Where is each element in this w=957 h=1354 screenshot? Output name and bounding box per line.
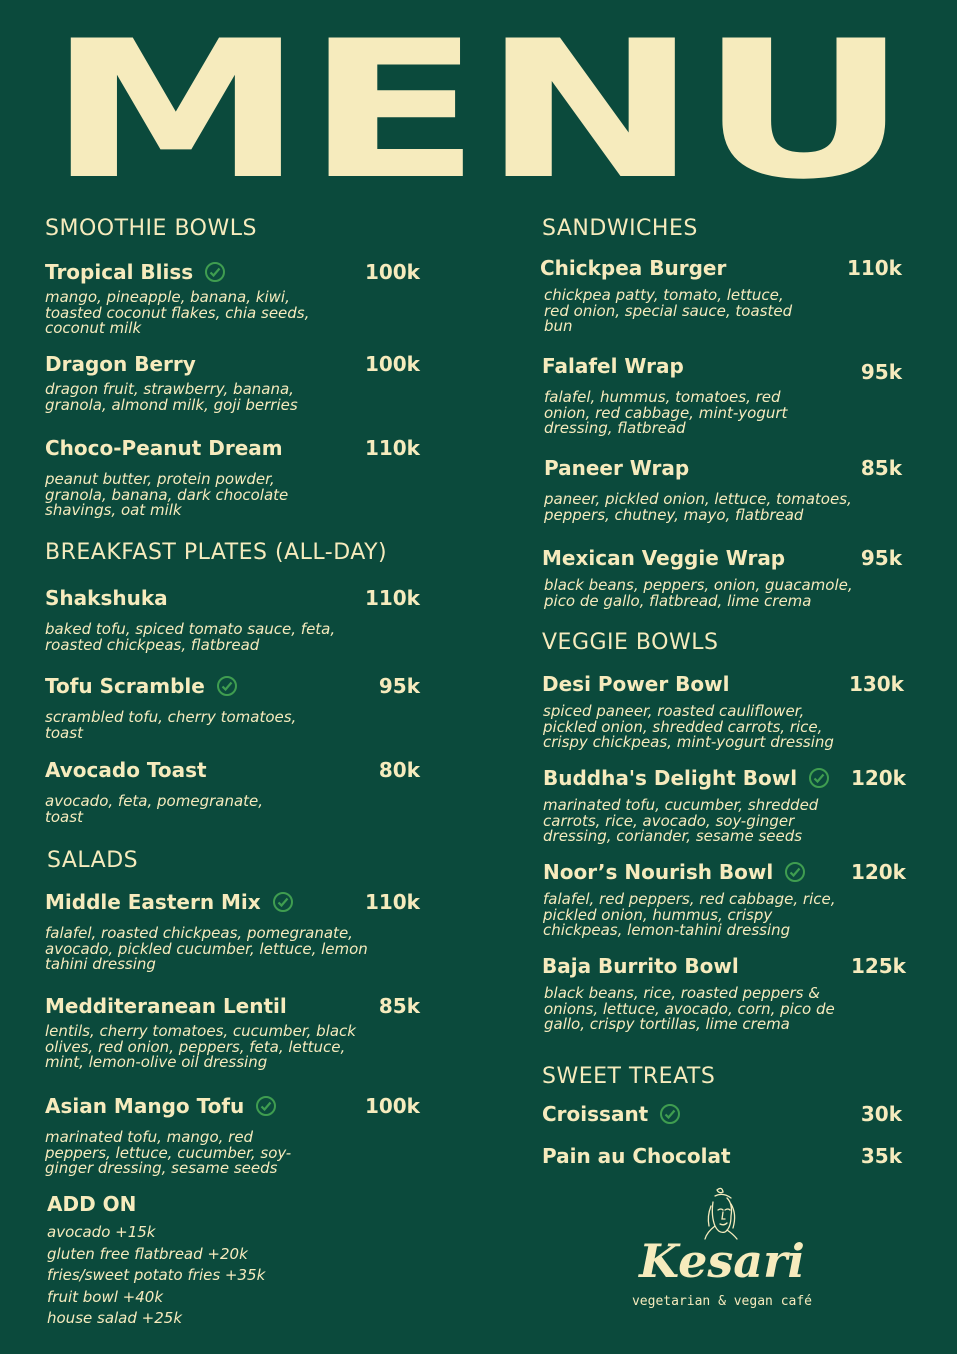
item-description: falafel, roasted chickpeas, pomegranate, avocado, pickled cucumber, lettuce, lemon tahini dressing bbox=[45, 924, 368, 973]
menu-item bbox=[542, 546, 902, 609]
section-title: VEGGIE BOWLS bbox=[542, 630, 719, 655]
menu-title bbox=[44, 36, 912, 186]
item-name: Avocado Toast bbox=[45, 758, 207, 782]
section-sandwiches bbox=[542, 216, 907, 241]
menu-item bbox=[540, 256, 902, 335]
section-add-on bbox=[47, 1192, 427, 1330]
item-description: scrambled tofu, cherry tomatoes, toast bbox=[45, 708, 297, 742]
addon-item: avocado +15k bbox=[47, 1223, 156, 1241]
section-title: BREAKFAST PLATES (ALL-DAY) bbox=[45, 540, 388, 565]
item-name: Shakshuka bbox=[45, 586, 168, 610]
vegan-icon bbox=[785, 862, 805, 882]
item-name: Asian Mango Tofu bbox=[45, 1094, 245, 1118]
item-name: Croissant bbox=[542, 1102, 649, 1126]
item-name: Mexican Veggie Wrap bbox=[542, 546, 786, 570]
addon-title: ADD ON bbox=[47, 1192, 137, 1216]
item-description: chickpea patty, tomato, lettuce, red onion, special sauce, toasted bun bbox=[544, 286, 793, 335]
item-description: marinated tofu, mango, red peppers, lettuce, cucumber, soy-ginger dressing, sesame seeds bbox=[45, 1128, 292, 1177]
item-price: 100k bbox=[364, 352, 420, 376]
item-description: black beans, peppers, onion, guacamole, pico de gallo, flatbread, lime crema bbox=[544, 576, 853, 610]
item-description: avocado, feta, pomegranate, toast bbox=[45, 792, 264, 826]
item-price: 85k bbox=[378, 994, 420, 1018]
item-description: falafel, hummus, tomatoes, red onion, red cabbage, mint-yogurt dressing, flatbread bbox=[544, 388, 788, 437]
item-price: 95k bbox=[860, 360, 902, 384]
item-price: 100k bbox=[364, 260, 420, 284]
section-veggie-bowls bbox=[542, 630, 907, 655]
item-name: Choco-Peanut Dream bbox=[45, 436, 283, 460]
section-smoothie-bowls bbox=[45, 216, 425, 241]
menu-item bbox=[542, 1102, 902, 1126]
item-price: 80k bbox=[378, 758, 420, 782]
item-name: Noor’s Nourish Bowl bbox=[543, 860, 774, 884]
addon-item: house salad +25k bbox=[47, 1309, 182, 1327]
item-name: Dragon Berry bbox=[45, 352, 196, 376]
vegan-icon bbox=[660, 1104, 680, 1124]
section-breakfast-plates bbox=[45, 540, 425, 565]
menu-item bbox=[45, 260, 420, 337]
vegan-icon bbox=[809, 768, 829, 788]
item-description: dragon fruit, strawberry, banana, granola, almond milk, goji berries bbox=[45, 380, 298, 414]
item-name: Desi Power Bowl bbox=[542, 672, 730, 696]
vegan-icon bbox=[273, 892, 293, 912]
item-price: 30k bbox=[860, 1102, 902, 1126]
item-price: 35k bbox=[860, 1144, 902, 1168]
item-name: Pain au Chocolat bbox=[542, 1144, 731, 1168]
menu-item bbox=[543, 860, 906, 939]
addon-item: gluten free flatbread +20k bbox=[47, 1244, 248, 1263]
menu-item bbox=[45, 890, 420, 973]
item-price: 110k bbox=[846, 256, 902, 280]
item-name: Falafel Wrap bbox=[542, 354, 684, 378]
menu-item bbox=[45, 994, 420, 1071]
menu-title-text: MENU bbox=[47, 36, 910, 186]
item-name: Baja Burrito Bowl bbox=[542, 954, 739, 978]
item-description: peanut butter, protein powder, granola, banana, dark chocolate shavings, oat milk bbox=[45, 470, 289, 519]
menu-item bbox=[45, 674, 420, 741]
vegan-icon bbox=[256, 1096, 276, 1116]
menu-item bbox=[543, 766, 906, 845]
section-title: SMOOTHIE BOWLS bbox=[45, 216, 257, 241]
item-price: 110k bbox=[364, 890, 420, 914]
item-price: 85k bbox=[860, 456, 902, 480]
item-description: mango, pineapple, banana, kiwi, toasted coconut flakes, chia seeds, coconut milk bbox=[45, 288, 310, 337]
section-title: SANDWICHES bbox=[542, 216, 698, 241]
logo-tagline: vegetarian & vegan café bbox=[631, 1294, 812, 1309]
addon-item: fruit bowl +40k bbox=[47, 1287, 164, 1306]
item-price: 100k bbox=[364, 1094, 420, 1118]
addon-item: fries/sweet potato fries +35k bbox=[47, 1266, 266, 1284]
item-price: 125k bbox=[850, 954, 906, 978]
item-name: Tofu Scramble bbox=[45, 674, 205, 698]
item-price: 95k bbox=[378, 674, 420, 698]
menu-item bbox=[542, 354, 902, 437]
item-description: black beans, rice, roasted peppers & onions, lettuce, avocado, corn, pico de gallo, crispy tortillas, lime crema bbox=[544, 984, 835, 1033]
item-description: lentils, cherry tomatoes, cucumber, black olives, red onion, peppers, feta, lettuce, mint, lemon-olive oil dressing bbox=[45, 1022, 356, 1071]
item-name: Middle Eastern Mix bbox=[45, 890, 261, 914]
vegan-icon bbox=[217, 676, 237, 696]
section-salads bbox=[47, 848, 427, 873]
item-price: 110k bbox=[364, 586, 420, 610]
section-title: SALADS bbox=[47, 848, 139, 873]
logo bbox=[612, 1186, 832, 1326]
section-sweet-treats bbox=[542, 1064, 907, 1089]
item-name: Tropical Bliss bbox=[45, 260, 194, 284]
woman-portrait-icon bbox=[612, 1186, 832, 1240]
menu-item bbox=[542, 1144, 902, 1168]
menu-item bbox=[45, 586, 420, 653]
item-name: Medditeranean Lentil bbox=[45, 994, 287, 1018]
vegan-icon bbox=[205, 262, 225, 282]
item-description: falafel, red peppers, red cabbage, rice, pickled onion, hummus, crispy chickpeas, lemon-tahini dressing bbox=[543, 890, 836, 939]
addon-list bbox=[47, 1222, 427, 1330]
logo-name: Kesari bbox=[639, 1234, 805, 1288]
item-description: marinated tofu, cucumber, shredded carrots, rice, avocado, soy-ginger dressing, coriander, sesame seeds bbox=[543, 796, 819, 845]
menu-item bbox=[45, 352, 420, 413]
item-description: baked tofu, spiced tomato sauce, feta, roasted chickpeas, flatbread bbox=[45, 620, 336, 654]
item-name: Paneer Wrap bbox=[544, 456, 690, 480]
menu-item bbox=[542, 672, 904, 751]
item-name: Chickpea Burger bbox=[540, 256, 727, 280]
item-price: 110k bbox=[364, 436, 420, 460]
item-description: paneer, pickled onion, lettuce, tomatoes, peppers, chutney, mayo, flatbread bbox=[544, 490, 852, 524]
item-price: 120k bbox=[850, 860, 906, 884]
item-price: 120k bbox=[850, 766, 906, 790]
menu-item bbox=[45, 1094, 420, 1177]
item-price: 130k bbox=[848, 672, 904, 696]
menu-item bbox=[542, 954, 906, 1033]
menu-item bbox=[544, 456, 902, 523]
item-price: 95k bbox=[860, 546, 902, 570]
item-name: Buddha's Delight Bowl bbox=[543, 766, 798, 790]
item-description: spiced paneer, roasted cauliflower, pickled onion, shredded carrots, rice, crispy chickpeas, mint-yogurt dressing bbox=[543, 702, 834, 751]
menu-item bbox=[45, 436, 420, 519]
section-title: SWEET TREATS bbox=[542, 1064, 716, 1089]
menu-item bbox=[45, 758, 420, 825]
